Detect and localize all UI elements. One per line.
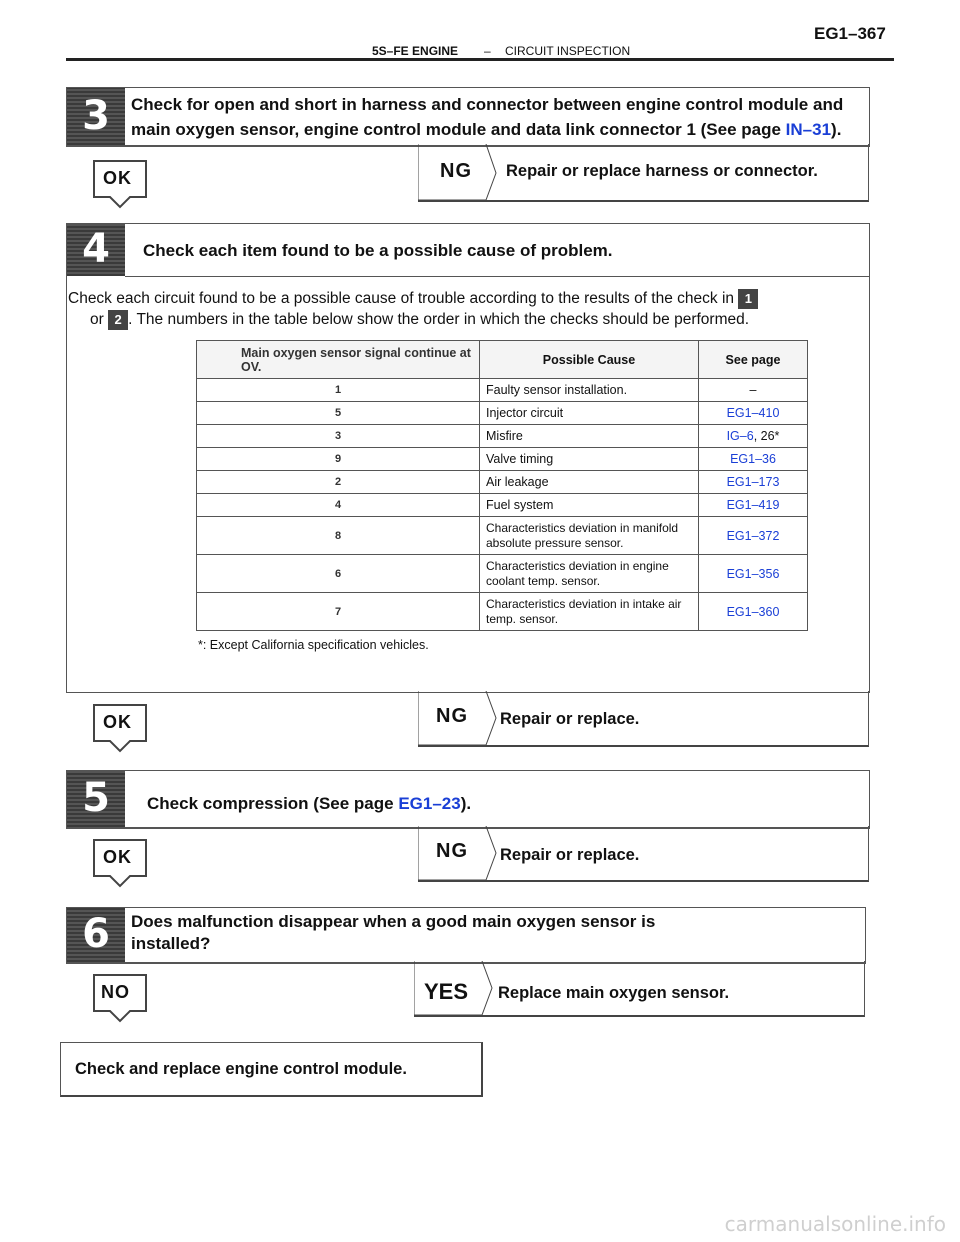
step-6-box xyxy=(66,907,866,964)
table-header-cause: Possible Cause xyxy=(480,341,699,379)
step-6-number: 6 xyxy=(82,911,110,958)
table-cell-cause: Air leakage xyxy=(480,471,699,494)
table-cell-page-link[interactable]: EG1–419 xyxy=(699,494,808,517)
table-cell-page-link[interactable]: EG1–410 xyxy=(699,402,808,425)
step-4-ok-label: OK xyxy=(103,712,132,732)
table-cell-cause: Faulty sensor installation. xyxy=(480,379,699,402)
step-3-ng-label: NG xyxy=(440,160,472,182)
step-3-page-link[interactable]: IN–31 xyxy=(785,120,832,139)
table-cell-cause: Valve timing xyxy=(480,448,699,471)
step-5-ok-label: OK xyxy=(103,847,132,867)
table-cell-cause: Misfire xyxy=(480,425,699,448)
table-row xyxy=(197,402,808,425)
step-5-box xyxy=(66,770,870,829)
step-3-title-end: ). xyxy=(831,120,842,139)
table-cell-order: 9 xyxy=(197,448,480,471)
step-4-intro xyxy=(68,288,858,330)
step-6-no-label: NO xyxy=(101,982,130,1002)
step-5-bar xyxy=(67,771,125,827)
table-row xyxy=(197,471,808,494)
step-4-bar xyxy=(67,224,125,276)
table-cell-page-link[interactable]: EG1–372 xyxy=(699,517,808,555)
step-4-intro-text: Check each circuit found to be a possible cause of trouble according to the results of the check in xyxy=(68,290,735,307)
table-cell-cause: Characteristics deviation in engine coolant temp. sensor. xyxy=(480,555,699,593)
header-dash: – xyxy=(484,44,491,58)
step-3-ok-label: OK xyxy=(103,168,132,188)
table-cell-cause: Characteristics deviation in intake air temp. sensor. xyxy=(480,593,699,631)
table-cell-page-link[interactable]: EG1–360 xyxy=(699,593,808,631)
table-cell-page-link[interactable]: EG1–36 xyxy=(699,448,808,471)
table-header-page: See page xyxy=(699,341,808,379)
step-6-yes-label: YES xyxy=(424,979,469,1004)
step-5-ng-label: NG xyxy=(436,840,468,862)
step-3-number: 3 xyxy=(82,92,110,139)
step-4-number: 4 xyxy=(82,226,110,273)
step-3-title-text: Check for open and short in harness and connector between engine control module and main oxygen sensor, engine control module and data link connector 1 (See page xyxy=(131,95,844,139)
step-5-title-end: ). xyxy=(460,794,472,813)
table-cell-page xyxy=(699,425,808,448)
header-rule xyxy=(66,58,894,61)
step-4-title: Check each item found to be a possible cause of problem. xyxy=(143,241,613,260)
table-cell-cause: Injector circuit xyxy=(480,402,699,425)
table-row xyxy=(197,448,808,471)
table-cell-cause: Characteristics deviation in manifold absolute pressure sensor. xyxy=(480,517,699,555)
table-row xyxy=(197,555,808,593)
step-6-yes-action: Replace main oxygen sensor. xyxy=(498,984,730,1002)
table-cell-order: 1 xyxy=(197,379,480,402)
table-cell-page-suffix: , 26* xyxy=(753,429,780,443)
table-row xyxy=(197,517,808,555)
step-3-bar xyxy=(67,88,125,145)
table-cell-order: 7 xyxy=(197,593,480,631)
header-section: CIRCUIT INSPECTION xyxy=(505,44,631,58)
step-5-title xyxy=(147,791,863,816)
step-5-ng-action: Repair or replace. xyxy=(500,846,640,864)
step-6-title: Does malfunction disappear when a good main oxygen sensor is installed? xyxy=(131,912,656,953)
table-row xyxy=(197,379,808,402)
table-footnote: *: Except California specification vehicles. xyxy=(198,638,429,652)
step-3-box xyxy=(66,87,870,147)
table-cell-order: 5 xyxy=(197,402,480,425)
table-cell-order: 8 xyxy=(197,517,480,555)
table-cell-page-link[interactable]: EG1–356 xyxy=(699,555,808,593)
table-row xyxy=(197,425,808,448)
table-cell-cause: Fuel system xyxy=(480,494,699,517)
step-6-bar xyxy=(67,908,125,962)
watermark: carmanualsonline.info xyxy=(724,1212,946,1236)
step-5-title-text: Check compression (See page xyxy=(147,794,399,813)
final-action-text: Check and replace engine control module. xyxy=(75,1060,407,1078)
table-cell-order: 2 xyxy=(197,471,480,494)
table-cell-page-link[interactable]: EG1–173 xyxy=(699,471,808,494)
step-5-number: 5 xyxy=(82,775,110,822)
step-5-page-link[interactable]: EG1–23 xyxy=(398,794,461,813)
step-4-intro-end: . The numbers in the table below show the order in which the checks should be performed. xyxy=(128,311,750,328)
table-cell-page: – xyxy=(699,379,808,402)
header-page-number: EG1–367 xyxy=(814,24,886,43)
table-row xyxy=(197,494,808,517)
table-cell-order: 3 xyxy=(197,425,480,448)
step-4-ng-action: Repair or replace. xyxy=(500,710,640,728)
table-row xyxy=(197,593,808,631)
table-header-row xyxy=(197,341,808,379)
header-engine: 5S–FE ENGINE xyxy=(372,44,459,58)
table-cell-page-link[interactable]: IG–6 xyxy=(726,429,754,443)
step-2-reference: 2 xyxy=(108,310,128,330)
table-header-order: Main oxygen sensor signal continue at OV. xyxy=(197,341,480,379)
step-1-reference: 1 xyxy=(738,289,758,309)
step-4-title-rule xyxy=(125,276,869,277)
step-4-ng-label: NG xyxy=(436,705,468,727)
step-4-intro-or: or xyxy=(90,311,104,328)
table-cell-order: 4 xyxy=(197,494,480,517)
step-3-title xyxy=(131,92,863,142)
possible-cause-table xyxy=(196,340,808,631)
step-3-ng-action: Repair or replace harness or connector. xyxy=(506,162,818,180)
table-cell-order: 6 xyxy=(197,555,480,593)
